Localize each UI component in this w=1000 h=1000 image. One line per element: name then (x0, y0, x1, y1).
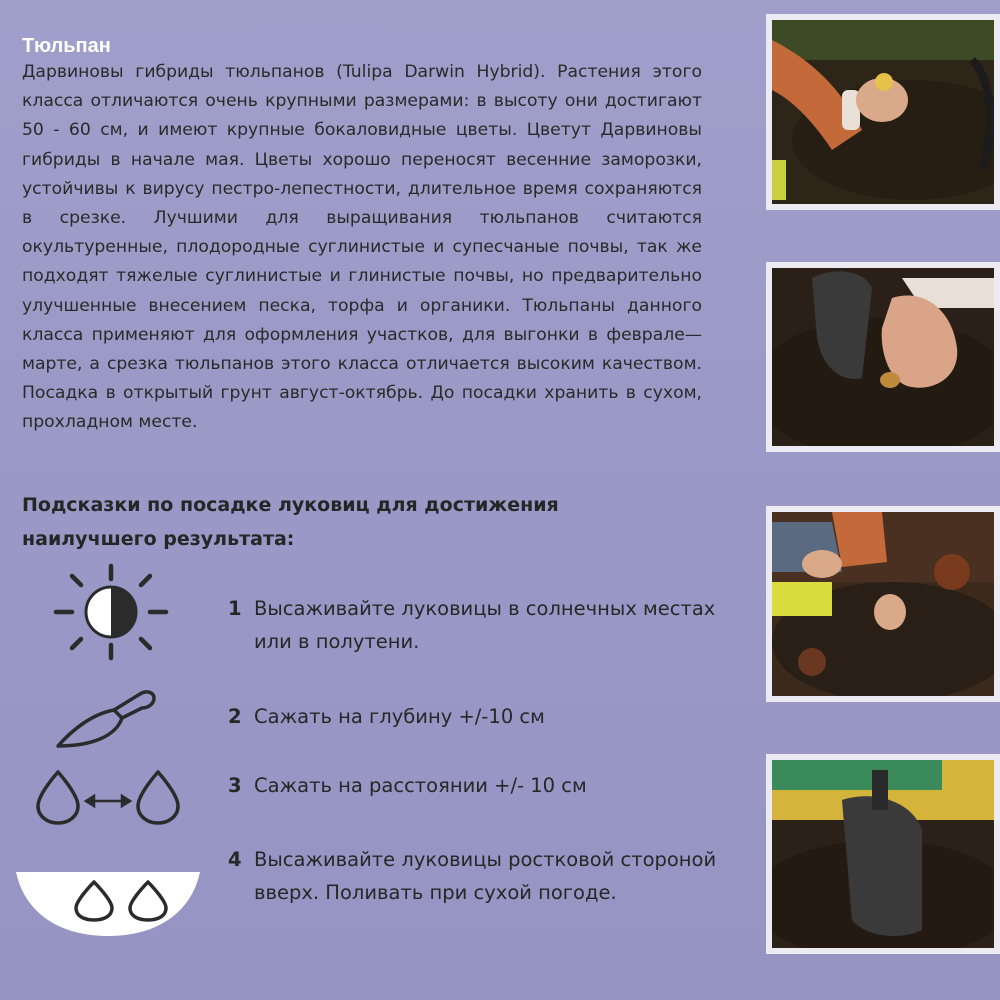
description-text (22, 58, 702, 438)
tip-number: 2 (228, 705, 242, 728)
description-line: данного класса применяют для оформления участков, для (22, 295, 702, 345)
description-line: выгонки в феврале—марте, а срезка тюльпанов этого класса (22, 324, 702, 375)
planting-photo-3 (766, 506, 1000, 702)
tip-number: 4 (228, 848, 242, 871)
tip-item-3 (228, 769, 718, 802)
description-line: октябрь. До посадки хранить в сухом, прохладном месте. (22, 383, 703, 433)
planting-photo-2 (766, 262, 1000, 452)
tip-item-1 (228, 592, 718, 658)
description-line: плодородные суглинистые и супесчаные почвы, так же подходят (22, 237, 703, 287)
description-line: лепестности, длительное время сохраняются в срезке. Лучшими (22, 178, 702, 229)
description-line: тяжелые суглинистые и глинистые почвы, но предварительно (116, 266, 703, 287)
tip-text: Сажать на расстоянии +/- 10 см (254, 774, 587, 797)
description-line: цветы. Цветут Дарвиновы гибриды в начале мая. Цветы хорошо (22, 120, 703, 170)
description-line: для выращивания тюльпанов считаются окультуренные, (22, 208, 702, 258)
planting-photo-1 (766, 14, 1000, 210)
tip-text: Высаживайте луковицы в солнечных местах или в полутени. (254, 597, 716, 653)
tips-heading: Подсказки по посадке луковиц для достижения наилучшего результата: (22, 494, 559, 550)
tip-item-4 (228, 843, 718, 909)
description-line: улучшенные внесением песка, торфа и органики. Тюльпаны (22, 295, 616, 316)
tip-item-2 (228, 700, 718, 733)
planting-photo-4 (766, 754, 1000, 954)
bulbs-in-soil-icon (14, 870, 202, 940)
description-line: они достигают 50 - 60 см, и имеют крупные бокаловидные (22, 91, 703, 141)
description-line: отличается высоким качеством. Посадка в открытый грунт август- (22, 354, 702, 404)
description-line: этого класса отличаются очень крупными размерами: в высоту (22, 62, 702, 112)
bulb-spacing-icon (34, 768, 182, 826)
sun-partial-shade-icon (52, 562, 170, 662)
description-line: переносят весенние заморозки, устойчивы к вирусу пестро- (22, 149, 702, 199)
tip-text: Сажать на глубину +/-10 см (254, 705, 545, 728)
tip-number: 3 (228, 774, 242, 797)
tip-number: 1 (228, 597, 242, 620)
page-title: Тюльпан (22, 35, 111, 57)
trowel-icon (52, 686, 162, 750)
tip-text: Высаживайте луковицы ростковой стороной вверх. Поливать при сухой погоде. (254, 848, 717, 904)
description-line: Дарвиновы гибриды тюльпанов (Tulipa Darwin Hybrid). Растения (22, 62, 641, 82)
